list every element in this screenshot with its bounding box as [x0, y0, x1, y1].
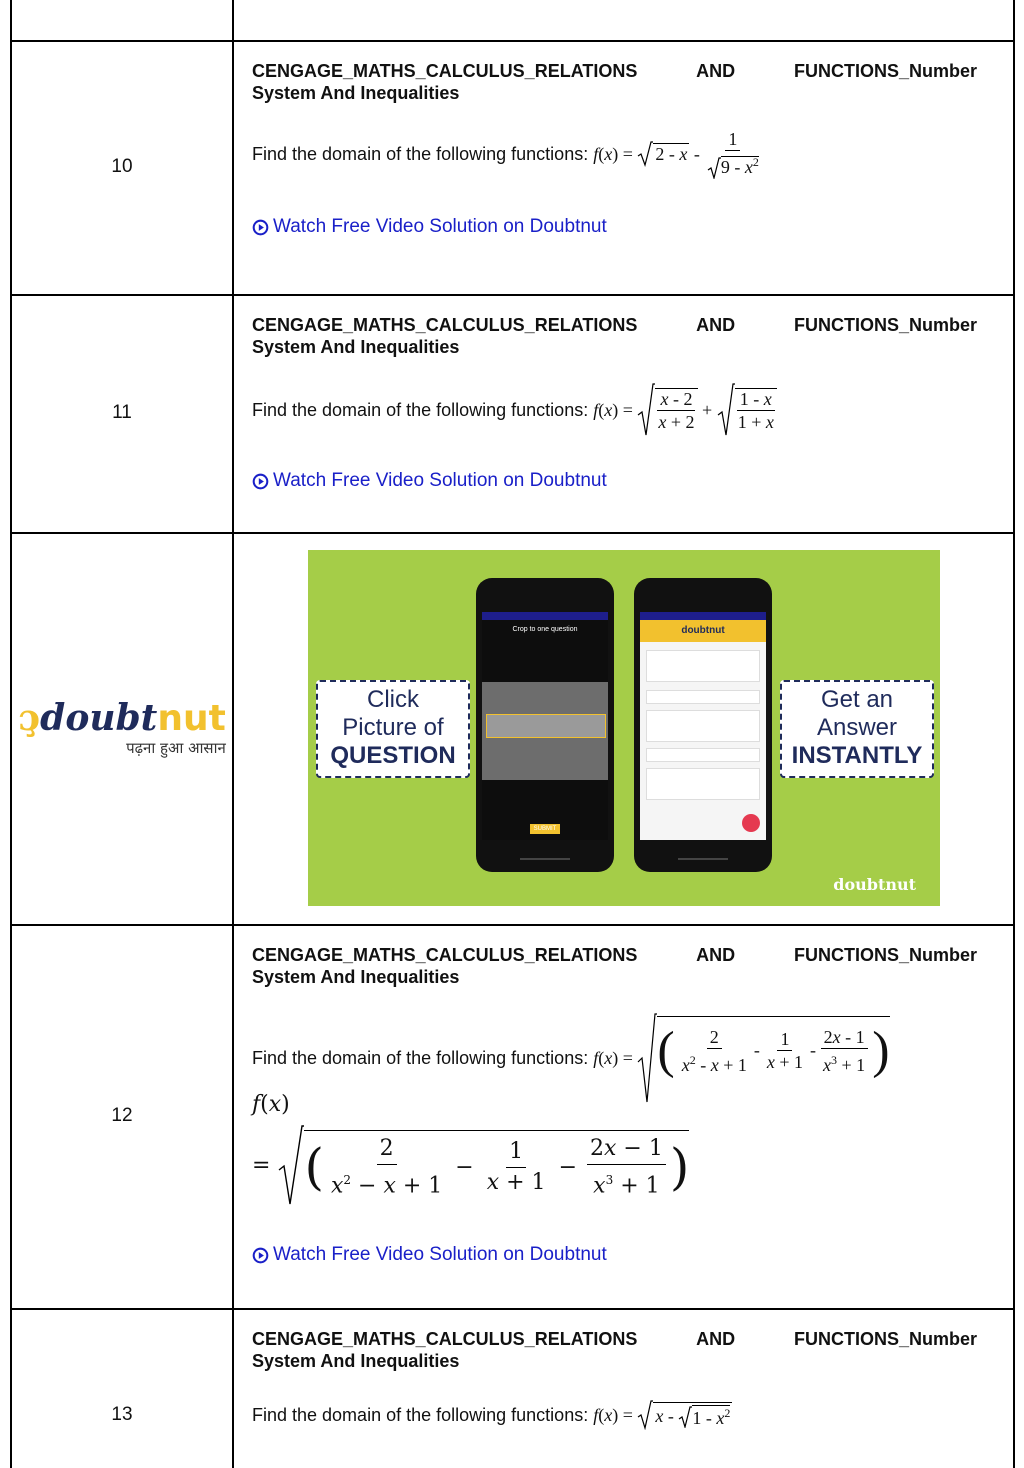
- row-number: 13: [12, 1308, 234, 1468]
- doubtnut-banner[interactable]: [308, 550, 940, 906]
- question-heading: CENGAGE_MATHS_CALCULUS_RELATIONS AND FUNCTIONS_Number System And Inequalities: [252, 1329, 977, 1371]
- table-row: [10, 0, 1015, 42]
- phone-answer-mockup: doubtnut: [634, 578, 772, 872]
- play-circle-icon: [252, 473, 269, 490]
- formula: f ( x ) = $\frac{x - 2}{x + 2}$ + $\frac{1 - x}{1 + x}$: [593, 383, 777, 437]
- table-row: [10, 294, 1015, 534]
- row-number: 10: [12, 40, 234, 294]
- watch-video-link[interactable]: Watch Free Video Solution on Doubtnut: [252, 470, 607, 492]
- formula: f ( x ) = ( $\frac{2}{x^2 - x + 1}$ - $\frac{1}{x + 1}$ - $\frac{2x - 1}{x^3 + 1}$ ): [593, 1012, 889, 1104]
- watch-video-link[interactable]: Watch Free Video Solution on Doubtnut: [252, 216, 607, 238]
- watch-video-link[interactable]: Watch Free Video Solution on Doubtnut: [252, 1244, 607, 1266]
- formula: f ( x ) = 2 - x - $\frac{1}{9 - x^2}$: [593, 128, 759, 177]
- table-row: [10, 924, 1015, 1310]
- play-circle-icon: [252, 219, 269, 236]
- question-text: Find the domain of the following functions: f ( x ) = ( $\frac{2}{x^2 - x + 1}$ - $\frac{1}{x + 1}$ - $\frac{2x - 1}{x^3 + 1}$ ): [252, 1010, 890, 1106]
- row-number-cell: [12, 0, 234, 40]
- question-heading: CENGAGE_MATHS_CALCULUS_RELATIONS AND FUNCTIONS_Number System And Inequalities: [252, 945, 977, 987]
- question-cell: [234, 924, 1013, 1308]
- brand-cell: [12, 532, 234, 924]
- table-row: [10, 1308, 1015, 1468]
- click-picture-card: Click Picture of QUESTION: [316, 680, 470, 778]
- question-text: Find the domain of the following functions: f ( x ) = 2 - x - $\frac{1}{9 - x^2}$: [252, 128, 766, 180]
- formula-display: = ( $\frac{2}{x^2 - x + 1}$ − $\frac{1}{x + 1}$ − $\frac{2x - 1}{x^3 + 1}$ ): [252, 1124, 689, 1206]
- row-number: 11: [12, 294, 234, 532]
- question-text: Find the domain of the following functions: f ( x ) = x - $1 - x^2$: [252, 1398, 732, 1432]
- question-cell: [234, 294, 1013, 532]
- ad-row: [10, 532, 1015, 926]
- question-heading: CENGAGE_MATHS_CALCULUS_RELATIONS AND FUNCTIONS_Number System And Inequalities: [252, 315, 977, 357]
- phone-camera-mockup: Crop to one question SUBMIT: [476, 578, 614, 872]
- tagline: पढ़ना हुआ आसान: [126, 738, 226, 757]
- question-cell: [234, 40, 1013, 294]
- table-row: [10, 40, 1015, 296]
- corner-brand-logo: doubtnut: [833, 875, 916, 894]
- formula-display-label: f(x): [252, 1092, 290, 1117]
- ad-cell: [234, 532, 1013, 924]
- formula: f ( x ) = x - $1 - x^2$: [593, 1400, 732, 1430]
- play-circle-icon: [252, 1247, 269, 1264]
- row-number: 12: [12, 924, 234, 1308]
- question-heading: CENGAGE_MATHS_CALCULUS_RELATIONS AND FUNCTIONS_Number System And Inequalities: [252, 61, 977, 103]
- doubtnut-logo[interactable]: ɔ̧doubtnut पढ़ना हुआ आसान: [18, 696, 226, 757]
- question-text: Find the domain of the following functions: f ( x ) = $\frac{x - 2}{x + 2}$ + $\frac{1 - x}{1 + x}$: [252, 382, 777, 438]
- question-cell: [234, 1308, 1013, 1468]
- get-answer-card: Get an Answer INSTANTLY: [780, 680, 934, 778]
